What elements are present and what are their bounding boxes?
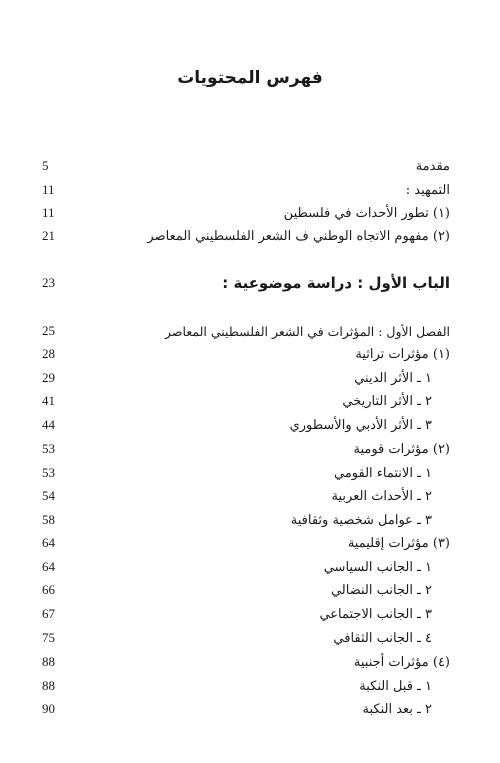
toc-entry-title: ١ ـ الانتماء القومي — [333, 465, 432, 481]
toc-page-number: 25 — [42, 323, 55, 338]
toc-page-number: 23 — [42, 275, 55, 290]
toc-page-number: 64 — [42, 535, 55, 550]
toc-page-number: 21 — [42, 228, 55, 243]
toc-row — [40, 225, 450, 247]
page-title: فهرس المحتويات — [177, 68, 323, 88]
toc-row — [40, 367, 450, 389]
toc-page-number: 44 — [42, 417, 55, 432]
toc-entry-title: ٤ ـ الجانب الثقافي — [333, 630, 432, 646]
toc-page-number: 54 — [42, 488, 55, 503]
toc-row — [40, 698, 450, 720]
toc-page-number: 75 — [42, 630, 55, 645]
toc-entry-title: ٢ ـ بعد النكبة — [362, 701, 432, 717]
toc-page-number: 11 — [42, 182, 55, 197]
toc-page-number: 90 — [42, 701, 55, 716]
toc-row — [40, 320, 450, 342]
toc-page-number: 88 — [42, 654, 55, 669]
toc-entry-title: ٢ ـ الجانب النضالي — [330, 582, 432, 598]
toc-entry-title: (١) تطور الأحداث في فلسطين — [283, 205, 450, 221]
toc-row — [40, 179, 450, 201]
toc-row — [40, 438, 450, 460]
toc-row — [40, 651, 450, 673]
toc-page-number: 88 — [42, 678, 55, 693]
toc-row — [40, 627, 450, 649]
toc-row — [40, 675, 450, 697]
toc-page-number: 66 — [42, 582, 55, 597]
toc-row — [40, 603, 450, 625]
toc-row — [40, 155, 450, 177]
toc-row — [40, 202, 450, 224]
toc-row — [40, 343, 450, 365]
toc-part-heading: الباب الأول : دراسة موضوعية : — [222, 274, 450, 292]
toc-page-number: 53 — [42, 465, 55, 480]
toc-entry-title: التمهيد : — [405, 182, 450, 198]
toc-page-number: 58 — [42, 512, 55, 527]
toc-entry-title: ٣ ـ الأثر الأدبي والأسطوري — [289, 417, 432, 433]
toc-page-number: 53 — [42, 441, 55, 456]
toc-row — [40, 509, 450, 531]
toc-page-number: 67 — [42, 606, 55, 621]
toc-entry-title: ٢ ـ الأثر التاريخي — [342, 393, 432, 409]
toc-row — [40, 390, 450, 412]
toc-row — [40, 556, 450, 578]
toc-page-number: 28 — [42, 346, 55, 361]
toc-page-number: 64 — [42, 559, 55, 574]
toc-entry-title: ٣ ـ عوامل شخصية وثقافية — [290, 512, 432, 528]
toc-entry-title: ١ ـ الأثر الديني — [354, 370, 432, 386]
toc-entry-title: (٢) مفهوم الاتجاه الوطني ف الشعر الفلسطيني المعاصر — [147, 228, 450, 244]
toc-entry-title: (٢) مؤثرات قومية — [353, 441, 450, 457]
toc-page-number: 11 — [42, 205, 55, 220]
toc-entry-title: (١) مؤثرات تراثية — [355, 346, 450, 362]
toc-row — [40, 485, 450, 507]
toc-entry-title: مقدمة — [415, 158, 450, 174]
toc-page-number: 29 — [42, 370, 55, 385]
toc-page-number: 5 — [42, 158, 49, 173]
toc-entry-title: ٣ ـ الجانب الاجتماعي — [319, 606, 432, 622]
toc-row — [40, 462, 450, 484]
toc-row — [40, 414, 450, 436]
toc-entry-title: ١ ـ الجانب السياسي — [323, 559, 432, 575]
toc-entry-title: ١ ـ قبل النكبة — [359, 678, 432, 694]
toc-row — [40, 532, 450, 554]
toc-entry-title: (٤) مؤثرات أجنبية — [353, 654, 450, 670]
toc-entry-title: الفصل الأول : المؤثرات في الشعر الفلسطيني المعاصر — [165, 323, 450, 339]
toc-row — [40, 579, 450, 601]
toc-entry-title: (٣) مؤثرات إقليمية — [347, 535, 450, 551]
toc-row — [40, 272, 450, 294]
toc-page-number: 41 — [42, 393, 55, 408]
toc-entry-title: ٢ ـ الأحداث العربية — [331, 488, 432, 504]
